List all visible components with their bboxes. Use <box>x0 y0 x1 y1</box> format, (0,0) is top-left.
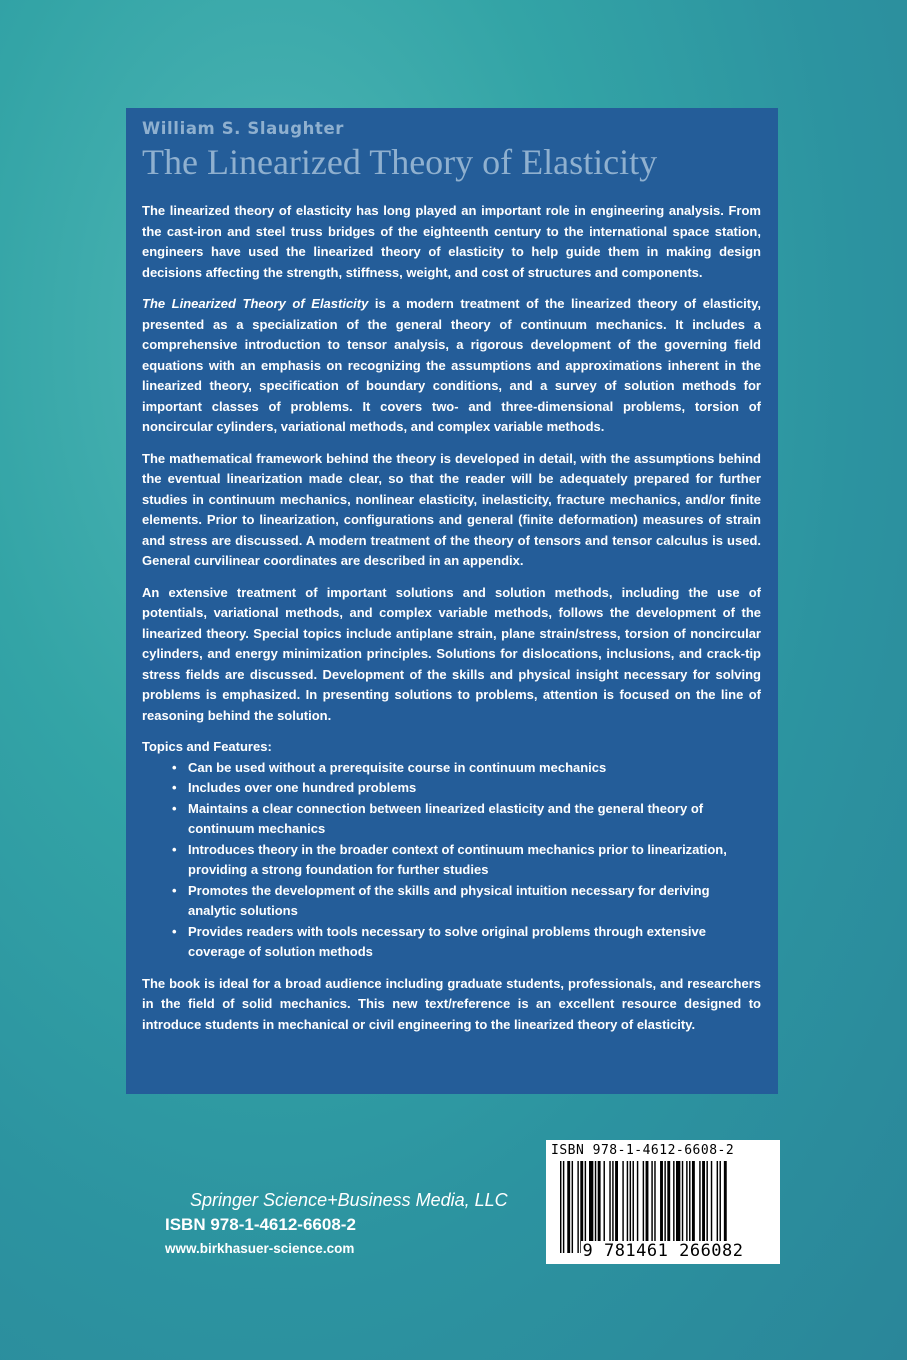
topics-heading: Topics and Features: <box>142 739 272 754</box>
bullet-icon: • <box>172 800 177 816</box>
features-list <box>142 758 761 963</box>
publisher-website: www.birkhasuer-science.com <box>165 1241 355 1256</box>
bullet-icon: • <box>172 780 177 795</box>
description-paragraph-5: The book is ideal for a broad audience including graduate students, professionals, and researchers in the field of solid mechanics. This new text/reference is an excellent resource designed to introduce students in mechanical or civil engineering to the linearized theory of elasticity. <box>142 975 761 1032</box>
author-name: William S. Slaughter <box>142 119 344 138</box>
description-paragraph-3: The mathematical framework behind the theory is developed in detail, with the assumptions behind the eventual linearization made clear, so that the reader will be adequately prepared for further studies in continuum mechanics, nonlinear elasticity, inelasticity, fracture mechanics, and/or finite elements. Prior to linearization, configurations and general (finite deformation) measures of strain and stress are discussed. A modern treatment of the theory of tensors and tensor calculus is used. General curvilinear coordinates are described in an appendix. <box>142 450 761 568</box>
barcode-digits: 9 781461 266082 <box>582 1241 744 1261</box>
description-panel <box>126 108 778 1094</box>
isbn-number: ISBN 978-1-4612-6608-2 <box>165 1215 356 1234</box>
description-paragraph-1: The linearized theory of elasticity has long played an important role in engineering analysis. From the cast-iron and steel truss bridges of the eighteenth century to the international space station, engineers have used the linearized theory of elasticity to help guide them in making design decisions affecting the strength, stiffness, weight, and cost of structures and components. <box>142 203 761 280</box>
bullet-icon: • <box>172 882 177 898</box>
bullet-icon: • <box>172 759 177 775</box>
feature-item: • Maintains a clear connection between linearized elasticity and the general theory of continuum mechanics <box>172 800 704 836</box>
bullet-icon: • <box>172 841 177 857</box>
bullet-icon: • <box>172 923 177 939</box>
paragraph-2-text: is a modern treatment of the linearized theory of elasticity, presented as a specialization of the general theory of continuum mechanics. It includes a comprehensive introduction to tensor analysis, a rigorous development of the governing field equations with an emphasis on recognizing the assumptions and approximations inherent in the linearized theory, specification of boundary conditions, and a survey of solution methods for important classes of problems. It covers two- and three-dimensional problems, torsion of noncircular cylinders, variational methods, and complex variable methods. <box>142 296 761 434</box>
feature-item: • Includes over one hundred problems <box>172 778 761 799</box>
italic-book-title: The Linearized Theory of Elasticity <box>142 296 369 311</box>
description-paragraph-4: An extensive treatment of important solutions and solution methods, including the use of potentials, variational methods, and complex variable methods, follows the development of the linearized theory. Special topics include antiplane strain, plane strain/stress, torsion of noncircular cylinders, and energy minimization principles. Solutions for dislocations, inclusions, and crack-tip stress fields are discussed. Development of the skills and physical insight necessary for solving problems is emphasized. In presenting solutions to problems, attention is focused on the line of reasoning behind the solution. <box>142 584 761 723</box>
barcode-isbn-label: ISBN 978-1-4612-6608-2 <box>551 1143 735 1158</box>
feature-item: • Promotes the development of the skills and physical intuition necessary for deriving analytic solutions <box>172 882 710 918</box>
description-paragraph-2 <box>142 294 761 438</box>
book-title: The Linearized Theory of Elasticity <box>142 142 658 182</box>
feature-item: • Provides readers with tools necessary to solve original problems through extensive coverage of solution methods <box>172 923 706 959</box>
feature-item: • Can be used without a prerequisite course in continuum mechanics <box>172 758 761 779</box>
feature-item: • Introduces theory in the broader context of continuum mechanics prior to linearization, providing a strong foundation for further studies <box>172 841 727 877</box>
publisher-name: Springer Science+Business Media, LLC <box>190 1190 508 1210</box>
barcode <box>546 1140 780 1264</box>
